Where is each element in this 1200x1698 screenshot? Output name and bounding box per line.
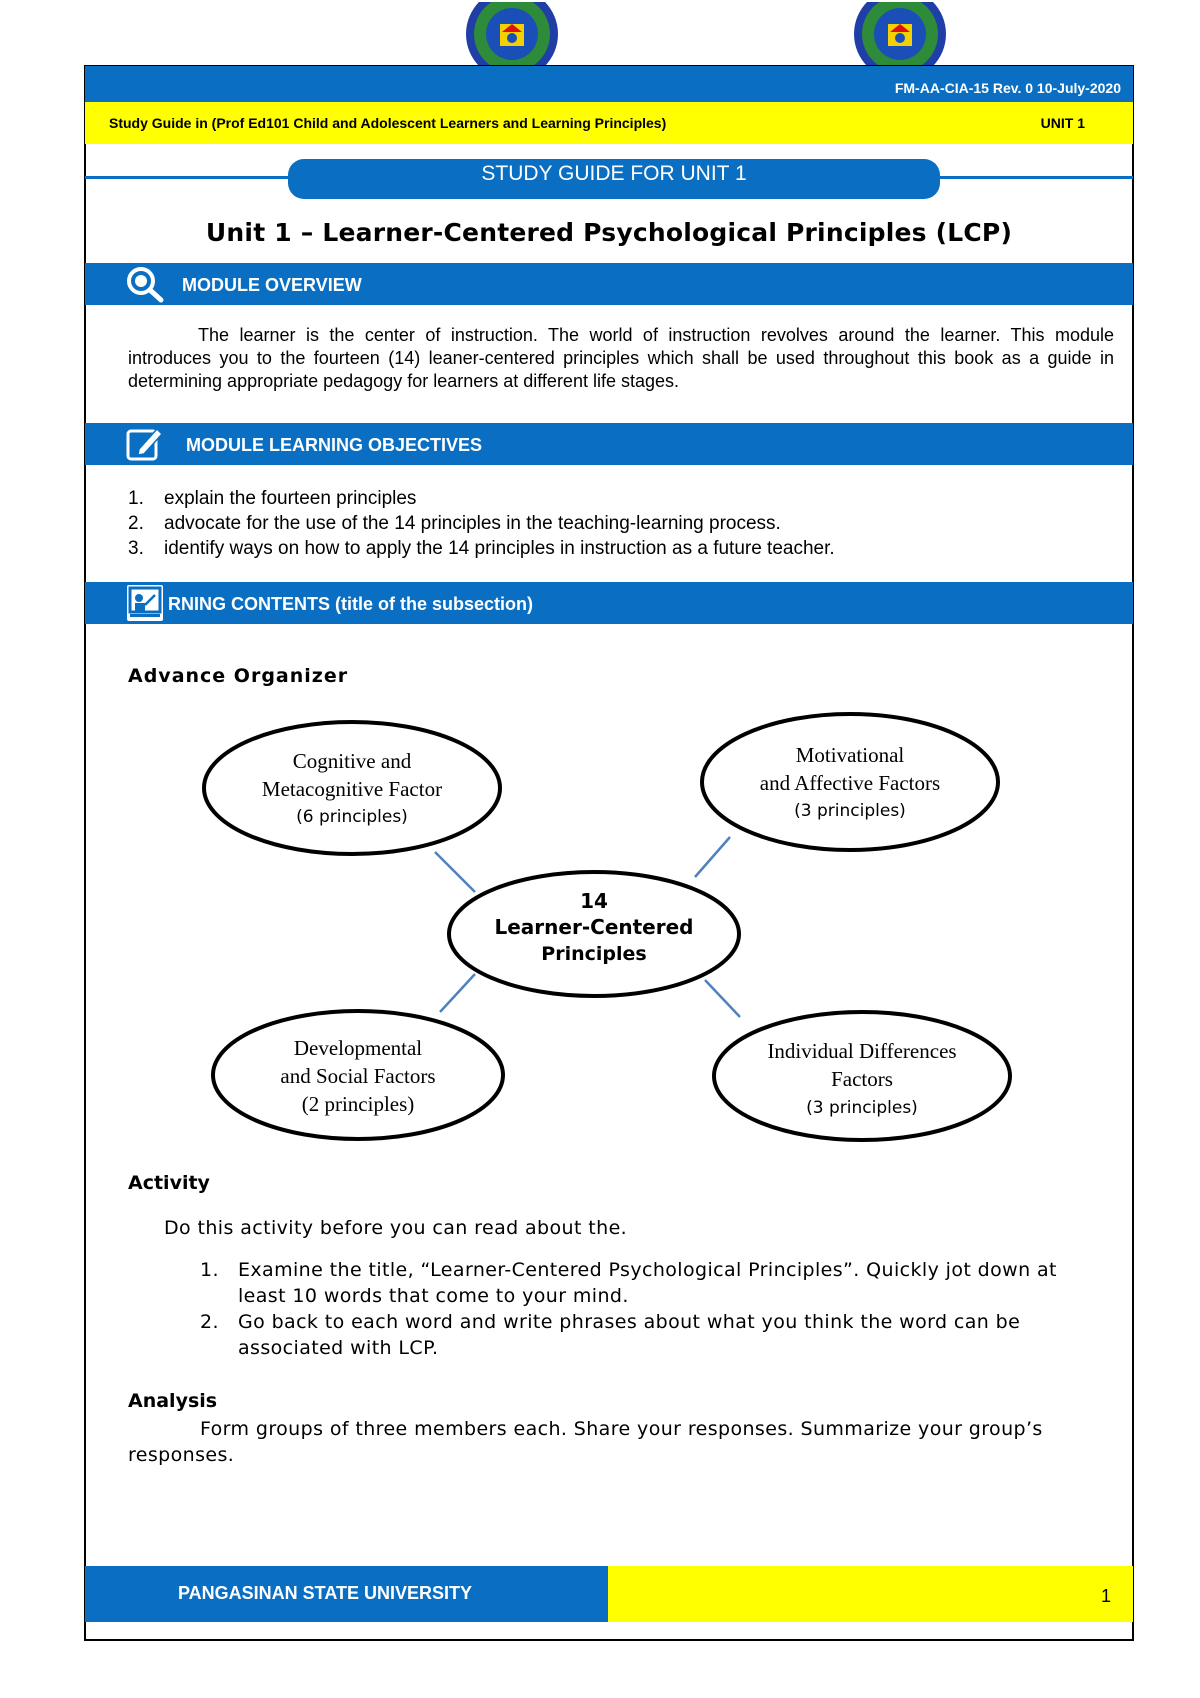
cognitive-line3: (6 principles) [296, 807, 408, 827]
study-guide-banner: STUDY GUIDE FOR UNIT 1 [288, 159, 940, 199]
center-line3: Principles [541, 943, 647, 965]
connector-line [695, 837, 730, 877]
contents-label: RNING CONTENTS (title of the subsection) [168, 594, 534, 614]
form-code: FM-AA-CIA-15 Rev. 0 10-July-2020 [894, 80, 1121, 96]
analysis-heading: Analysis [128, 1390, 218, 1412]
list-item: 1. explain the fourteen principles [128, 488, 417, 509]
individual-line3: (3 principles) [806, 1098, 918, 1118]
developmental-line3: (2 principles) [301, 1092, 415, 1116]
developmental-line2: and Social Factors [280, 1064, 436, 1088]
teacher-board-icon [127, 585, 163, 621]
objectives-list [128, 486, 835, 561]
magnifier-icon [125, 265, 165, 303]
motivational-line3: (3 principles) [794, 801, 906, 821]
objectives-label: MODULE LEARNING OBJECTIVES [186, 435, 483, 455]
course-title: Study Guide in (Prof Ed101 Child and Adolescent Learners and Learning Principles) [109, 115, 667, 131]
list-item: 3. identify ways on how to apply the 14 principles in instruction as a future teacher. [128, 538, 835, 559]
individual-line2: Factors [831, 1067, 893, 1091]
activity-intro: Do this activity before you can read about the. [164, 1217, 628, 1239]
individual-line1: Individual Differences [767, 1039, 957, 1063]
motivational-line1: Motivational [795, 743, 905, 767]
advance-organizer-diagram [190, 712, 1020, 1152]
contents-section-bar [85, 582, 1133, 624]
center-line2: Learner-Centered [494, 915, 694, 939]
overview-label: MODULE OVERVIEW [182, 275, 362, 295]
advance-organizer-heading: Advance Organizer [128, 665, 349, 687]
course-bar [85, 102, 1133, 144]
page-number: 1 [1100, 1586, 1111, 1606]
analysis-text: Form groups of three members each. Share your responses. Summarize your group’s responses. [128, 1418, 1043, 1466]
edit-icon [125, 425, 165, 463]
header-bar [85, 66, 1133, 102]
connector-line [435, 852, 475, 892]
list-item: 2. Go back to each word and write phrases about what you think the word can be associated with LCP. [200, 1311, 1021, 1359]
center-line1: 14 [580, 889, 608, 913]
university-name: PANGASINAN STATE UNIVERSITY [178, 1583, 473, 1603]
activity-heading: Activity [128, 1172, 210, 1194]
page-title: Unit 1 – Learner-Centered Psychological Principles (LCP) [205, 218, 1013, 247]
developmental-line1: Developmental [293, 1036, 423, 1060]
activity-list [200, 1257, 1100, 1361]
university-seal-left [462, 2, 562, 66]
footer-page-bar [608, 1566, 1133, 1622]
connector-line [440, 974, 475, 1012]
list-item: 1. Examine the title, “Learner-Centered Psychological Principles”. Quickly jot down at least 10 words that come to your mind. [200, 1259, 1057, 1307]
list-item: 2. advocate for the use of the 14 principles in the teaching-learning process. [128, 513, 781, 534]
cognitive-line2: Metacognitive Factor [261, 777, 443, 801]
objectives-section-bar [85, 423, 1133, 465]
overview-section-bar [85, 263, 1133, 305]
motivational-line2: and Affective Factors [759, 771, 941, 795]
overview-text: The learner is the center of instruction. The world of instruction revolves around the learner. This module introduces you to the fourteen (14) leaner-centered principles which shall be used throughout this book as a guide in determining appropriate pedagogy for learners at different life stages. [128, 325, 1114, 391]
university-seal-right [850, 2, 950, 66]
connector-line [705, 980, 740, 1017]
unit-tag: UNIT 1 [1040, 115, 1085, 131]
cognitive-line1: Cognitive and [292, 749, 412, 773]
footer-university-bar [85, 1566, 608, 1622]
